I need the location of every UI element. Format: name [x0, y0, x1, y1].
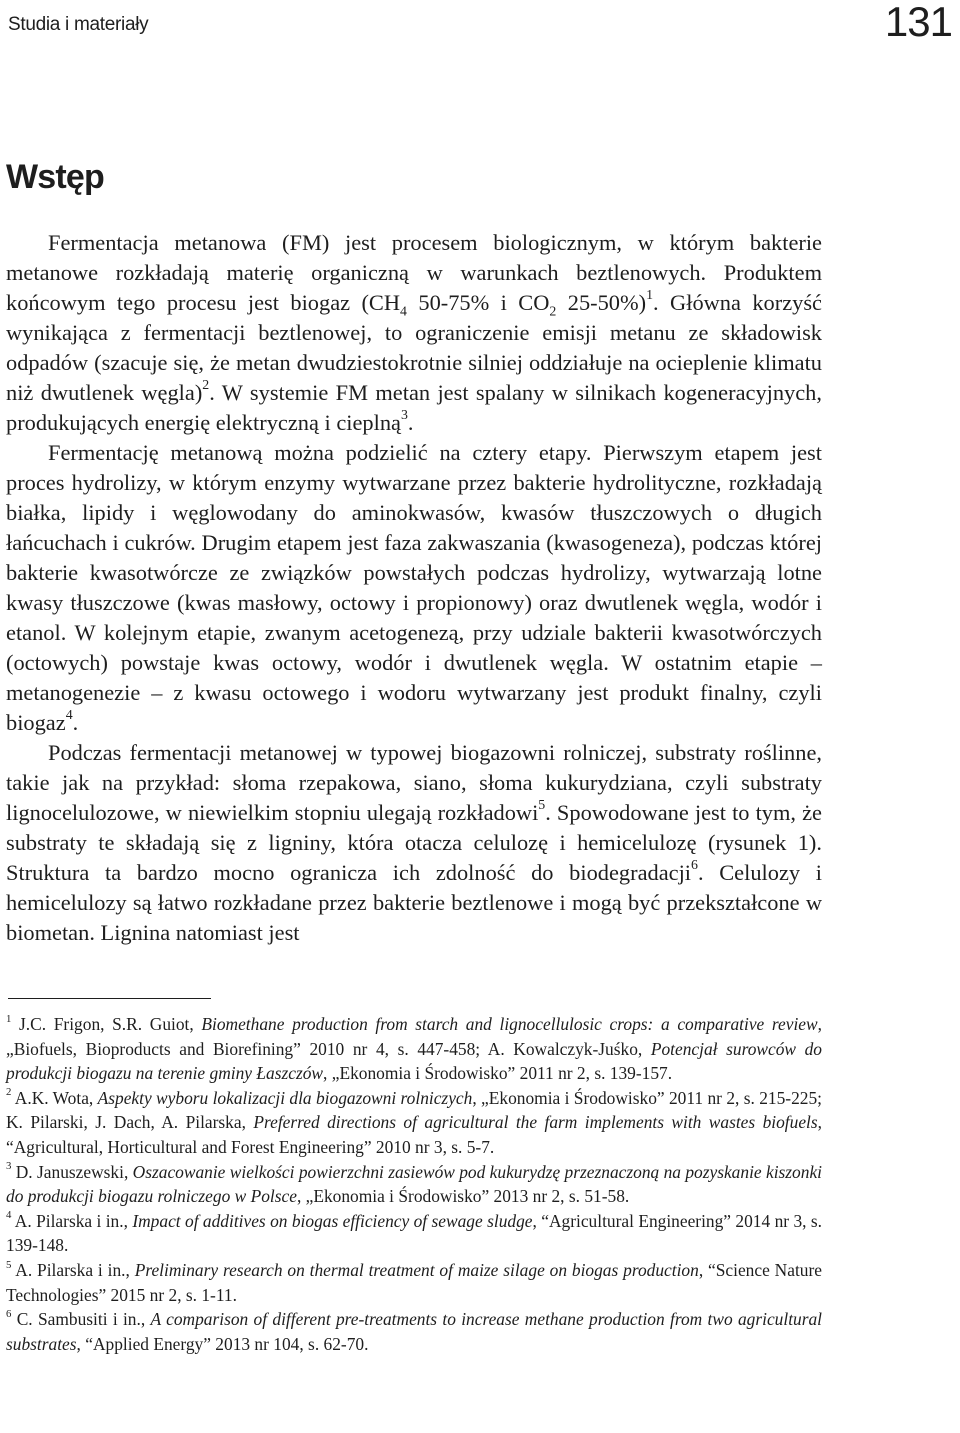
citation-title: Biomethane production from starch and lignocellulosic crops: a comparative review — [201, 1014, 818, 1034]
text-run: , „Biofuels, Bioproducts and Biorefining” 2010 nr 4, s. 447-458; A. Kowalczyk-Juśko, — [6, 1014, 822, 1059]
text-run: 25-50%) — [556, 290, 647, 315]
text-run: , „Ekonomia i Środowisko” 2013 nr 2, s. 51-58. — [296, 1186, 630, 1207]
text-run: A.K. Wota, — [11, 1087, 98, 1108]
text-run: . — [72, 710, 79, 735]
footnote-ref-3: 3 — [400, 408, 408, 424]
text-run: A. Pilarska i in., — [11, 1259, 135, 1280]
text-run: , „Ekonomia i Środowisko” 2011 nr 2, s. 215-225; K. Pilarski, J. Dach, A. Pilarska, — [6, 1087, 822, 1133]
footnote-ref-1: 1 — [646, 288, 654, 304]
footnote-4 — [6, 1209, 822, 1258]
text-run: . W systemie FM metan jest spalany w silnikach kogeneracyjnych, produkujących energię elektryczną i cieplną — [6, 380, 822, 435]
footnote-3 — [6, 1160, 822, 1209]
subscript: 4 — [400, 304, 407, 320]
text-run: . — [407, 410, 414, 435]
citation-title: Preliminary research on thermal treatment of maize silage on biogas production — [134, 1259, 699, 1280]
text-run: , “Agricultural, Horticultural and Forest Engineering” 2010 nr 3, s. 5-7. — [6, 1112, 822, 1157]
text-run: 50-75% i CO — [406, 290, 550, 315]
running-header: Studia i materiały — [8, 14, 149, 35]
text-run: , “Applied Energy” 2013 nr 104, s. 62-70. — [76, 1333, 369, 1354]
text-run: . Spowodowane jest to tym, że substraty te składają się z ligniny, która otacza celulozę i hemicelulozę (rysunek 1). Struktura ta bardzo mocno ogranicza ich zdolność do biodegradacji — [6, 800, 822, 885]
footnote-ref-5: 5 — [538, 798, 546, 814]
text-run: Fermentacja metanowa (FM) jest procesem biologicznym, w którym bakterie metanowe rozkładają materię organiczną w warunkach beztlenowych. Produktem końcowym tego procesu jest biogaz (CH — [6, 230, 822, 315]
citation-title: Impact of additives on biogas efficiency of sewage sludge — [132, 1210, 533, 1231]
footnote-number: 2 — [6, 1086, 12, 1099]
citation-title: A comparison of different pre-treatments to increase methane production from two agricultural substrates — [6, 1309, 823, 1354]
subscript: 2 — [549, 304, 557, 320]
body-text — [6, 228, 822, 948]
paragraph-1 — [6, 228, 822, 438]
text-run: A. Pilarska i in., — [11, 1210, 133, 1231]
footnote-ref-4: 4 — [65, 708, 73, 724]
text-run: . Celulozy i hemicelulozy są łatwo rozkładane przez bakterie beztlenowe i mogą być przekształcone w biometan. Lignina natomiast jest — [6, 860, 822, 945]
footnote-number: 6 — [6, 1307, 12, 1320]
footnote-number: 3 — [6, 1160, 12, 1173]
citation-title: Preferred directions of agricultural the farm implements with wastes biofuels — [253, 1112, 818, 1133]
page-number: 131 — [884, 0, 952, 45]
citation-title: Potencjał surowców do produkcji biogazu na terenie gminy Łaszczów — [6, 1038, 823, 1084]
text-run: , “Agricultural Engineering” 2014 nr 3, s. 139-148. — [6, 1210, 822, 1256]
footnote-number: 1 — [6, 1012, 12, 1025]
footnote-separator — [8, 998, 211, 999]
footnote-number: 4 — [6, 1209, 12, 1222]
paragraph-2 — [6, 438, 822, 738]
text-run: J.C. Frigon, S.R. Guiot, — [11, 1014, 202, 1034]
footnote-6 — [6, 1307, 822, 1356]
section-title: Wstęp — [6, 158, 105, 196]
footnotes — [6, 1012, 822, 1356]
text-run: D. Januszewski, — [11, 1161, 133, 1182]
paragraph-3 — [6, 738, 822, 948]
footnote-1 — [6, 1012, 822, 1086]
text-run: , „Ekonomia i Środowisko” 2011 nr 2, s. 139-157. — [323, 1063, 673, 1084]
text-run: Podczas fermentacji metanowej w typowej biogazowni rolniczej, substraty roślinne, takie jak na przykład: słoma rzepakowa, siano, słoma kukurydziana, czyli substraty lignocelulozowe, w niewielkim stopniu ulegają rozkładowi — [6, 740, 822, 825]
footnote-5 — [6, 1258, 822, 1307]
text-run: C. Sambusiti i in., — [11, 1309, 151, 1330]
citation-title: Oszacowanie wielkości powierzchni zasiewów pod kukurydzę przeznaczoną na pozyskanie kiszonki do produkcji biogazu rolniczego w Polsce — [6, 1161, 823, 1207]
text-run: . Główna korzyść wynikająca z fermentacji beztlenowej, to ograniczenie emisji metanu ze składowisk odpadów (szacuje się, że metan dwudziestokrotnie silniej oddziałuje na ocieplenie klimatu niż dwutlenek węgla) — [6, 290, 822, 405]
text-run: , “Science Nature Technologies” 2015 nr 2, s. 1-11. — [6, 1259, 822, 1305]
text-run: Fermentację metanową można podzielić na cztery etapy. Pierwszym etapem jest proces hydrolizy, w którym enzymy wytwarzane przez bakterie hydrolityczne, rozkładają białka, lipidy i węglowodany do aminokwasów, kwasów tłuszczowych o długich łańcuchach i cukrów. Drugim etapem jest faza zakwaszania (kwasogeneza), podczas której bakterie kwasotwórcze ze związków powstałych podczas hydrolizy, wytwarzają lotne kwasy tłuszczowe (kwas masłowy, octowy i propionowy) oraz dwutlenek węgla, wodór i etanol. W kolejnym etapie, zwanym acetogenezą, przy udziale bakterii kwasotwórczych (octowych) powstaje kwas octowy, wodór i dwutlenek węgla. W ostatnim etapie – metanogenezie – z kwasu octowego i wodoru wytwarzany jest produkt finalny, czyli biogaz — [6, 440, 822, 735]
footnote-number: 5 — [6, 1258, 12, 1271]
footnote-ref-2: 2 — [202, 378, 210, 394]
citation-title: Aspekty wyboru lokalizacji dla biogazowni rolniczych — [97, 1087, 473, 1108]
footnote-ref-6: 6 — [691, 858, 698, 874]
footnote-2 — [6, 1086, 822, 1160]
